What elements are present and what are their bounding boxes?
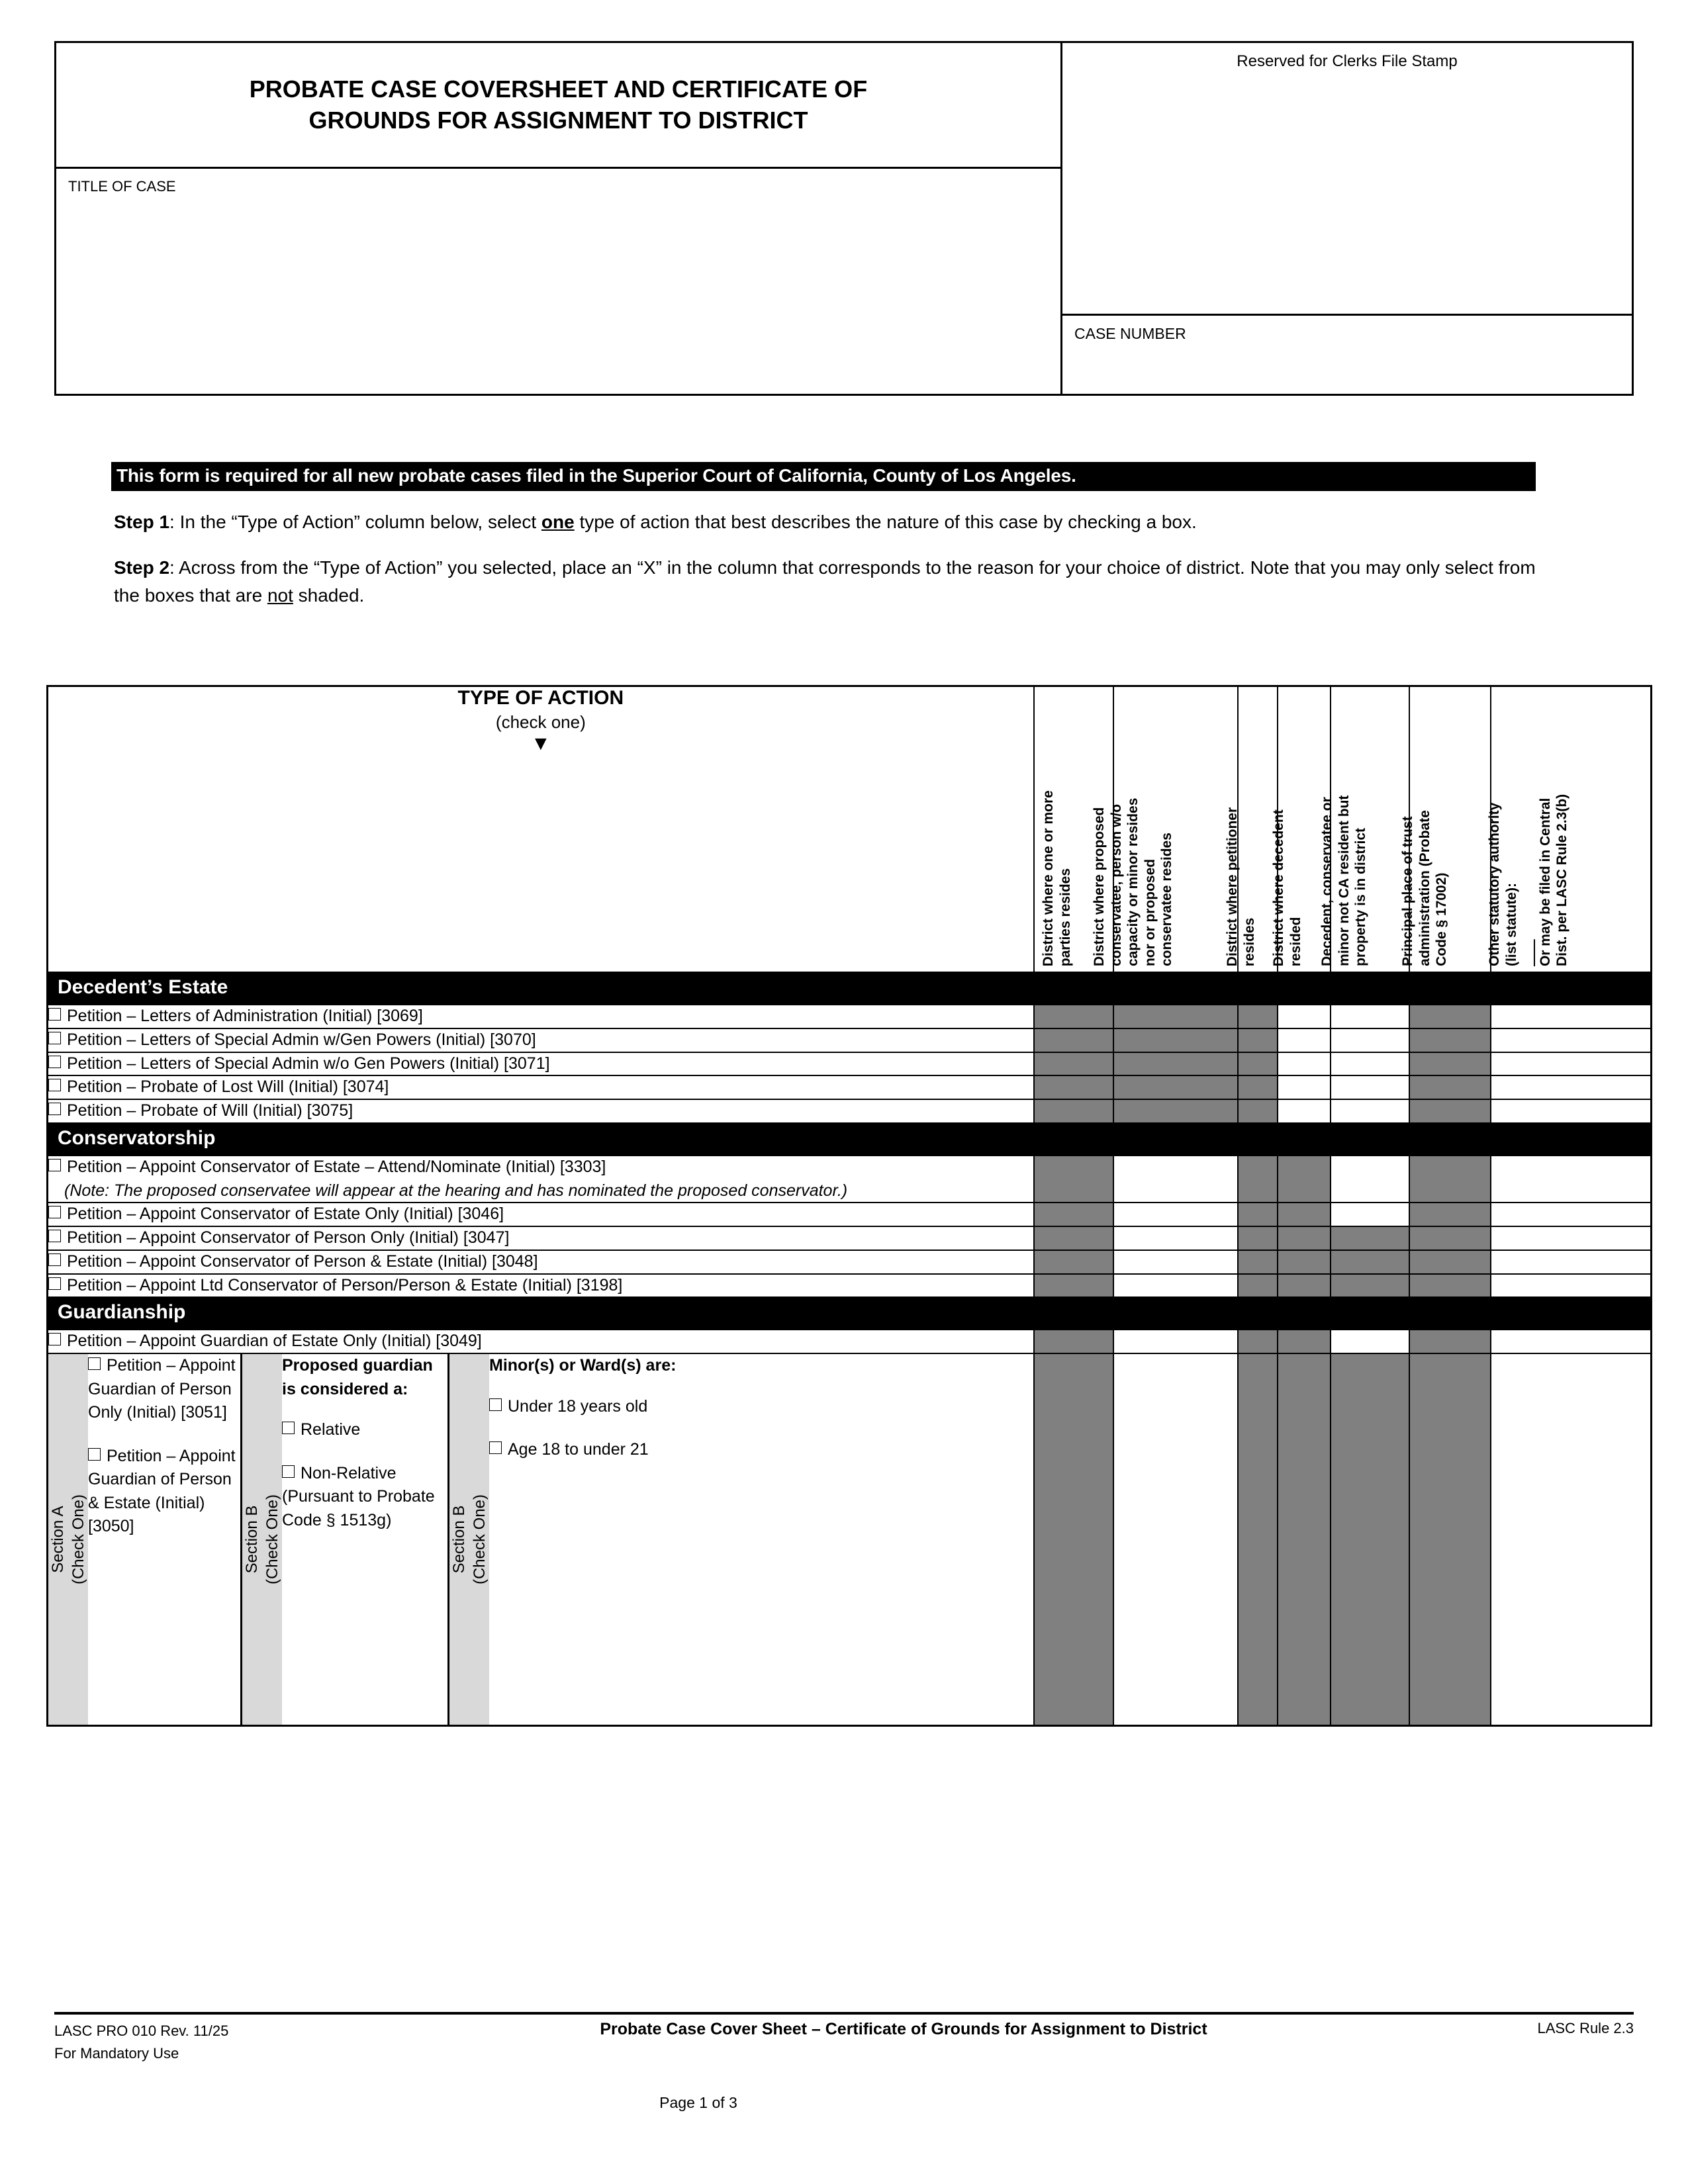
action-checkbox-cell[interactable] — [48, 1075, 1034, 1099]
header-line: (list statute): — [1503, 794, 1537, 966]
step-2-text-b: shaded. — [293, 585, 365, 606]
action-checkbox-cell[interactable] — [48, 1052, 1034, 1076]
grid-cell-col2[interactable] — [1113, 1250, 1238, 1274]
action-label: Petition – Appoint Conservator of Person Only (Initial) [3047] — [67, 1228, 510, 1247]
header-line: resides — [1241, 917, 1257, 966]
header-line: minor not CA resident but — [1336, 795, 1352, 966]
grid-cell-col4 — [1278, 1156, 1331, 1203]
grid-cell-col7[interactable] — [1491, 1052, 1651, 1076]
caption-block — [54, 41, 1634, 396]
grid-cell-col4[interactable] — [1278, 1028, 1331, 1052]
section-a-item-1[interactable] — [88, 1354, 240, 1425]
header-line: administration (Probate — [1417, 810, 1432, 966]
grid-cell-col5[interactable] — [1331, 1075, 1409, 1099]
action-checkbox-cell[interactable] — [48, 1226, 1034, 1250]
action-checkbox-cell[interactable] — [48, 1274, 1034, 1298]
section-b1-strip-text — [242, 1494, 283, 1584]
section-a-checkbox-2[interactable] — [88, 1448, 101, 1461]
action-label: Petition – Appoint Conservator of Person & Estate (Initial) [3048] — [67, 1251, 538, 1271]
header-line: District where petitioner — [1224, 807, 1240, 966]
section-b1-heading: Proposed guardian is considered a: — [282, 1356, 433, 1398]
action-label: Petition – Letters of Administration (Initial) [3069] — [67, 1007, 423, 1025]
action-checkbox[interactable] — [48, 1056, 61, 1068]
grid-cell-col4 — [1278, 1250, 1331, 1274]
instructions — [114, 508, 1537, 627]
grid-cell-col3 — [1238, 1250, 1277, 1274]
table-row — [48, 1226, 1652, 1250]
section-a-options — [88, 1354, 242, 1725]
action-checkbox[interactable] — [48, 1008, 61, 1021]
section-b2-item-1[interactable] — [489, 1395, 1033, 1419]
grid-cell-col5[interactable] — [1331, 1052, 1409, 1076]
section-b2-item-2[interactable] — [489, 1438, 1033, 1462]
guardianship-grid-cell-col2[interactable] — [1113, 1353, 1238, 1726]
down-arrow-icon: ▼ — [530, 733, 551, 754]
required-notice-banner: This form is required for all new probate cases filed in the Superior Court of California, County of Los Angeles. — [111, 462, 1536, 491]
type-of-action-header — [48, 686, 1034, 973]
guardianship-composite-row — [48, 1353, 1652, 1726]
grid-cell-col7[interactable] — [1491, 1005, 1651, 1028]
grid-cell-col1 — [1034, 1274, 1114, 1298]
header-line: Principal place of trust — [1399, 816, 1415, 966]
action-checkbox-cell[interactable] — [48, 1250, 1034, 1274]
action-label: Petition – Appoint Conservator of Estate Only (Initial) [3046] — [67, 1205, 504, 1224]
grid-cell-col6 — [1409, 1156, 1491, 1203]
grid-cell-col6 — [1409, 1330, 1491, 1353]
grid-cell-col2 — [1113, 1099, 1238, 1123]
section-heading-1: Decedent’s Estate — [48, 972, 1652, 1005]
grid-column-header-text — [1399, 810, 1450, 966]
header-line: resided — [1288, 917, 1303, 966]
header-line: property is in district — [1353, 828, 1369, 966]
section-b2-checkbox-1[interactable] — [489, 1398, 502, 1411]
clerk-file-stamp-box — [1062, 43, 1632, 316]
grid-cell-col1 — [1034, 1005, 1114, 1028]
section-b1-strip — [242, 1354, 283, 1725]
action-checkbox-cell[interactable] — [48, 1330, 1034, 1353]
action-checkbox[interactable] — [48, 1333, 61, 1345]
grid-cell-col3 — [1238, 1099, 1277, 1123]
step-1-text-a: : In the “Type of Action” column below, select — [169, 512, 541, 532]
grid-cell-col2[interactable] — [1113, 1156, 1238, 1203]
table-row — [48, 1203, 1652, 1226]
header-line: capacity or minor resides — [1125, 797, 1141, 966]
grid-cell-col5[interactable] — [1331, 1203, 1409, 1226]
guardianship-grid-cell-col5 — [1331, 1353, 1409, 1726]
grid-column-header-7 — [1487, 686, 1651, 973]
section-b2-strip — [449, 1354, 490, 1725]
caption-left-column — [56, 43, 1062, 394]
table-row — [48, 1028, 1652, 1052]
grid-cell-col4 — [1278, 1330, 1331, 1353]
step-1-label: Step 1 — [114, 512, 170, 532]
grid-cell-col2[interactable] — [1113, 1274, 1238, 1298]
section-a-strip-line1: Section A — [48, 1506, 67, 1573]
grid-column-header-6 — [1399, 686, 1491, 973]
grid-cell-col5[interactable] — [1331, 1099, 1409, 1123]
grid-cell-col3 — [1238, 1075, 1277, 1099]
section-heading-2: Conservatorship — [48, 1123, 1652, 1156]
guardianship-grid-cell-col4 — [1278, 1353, 1331, 1726]
grid-cell-col3 — [1238, 1156, 1277, 1203]
grid-cell-col1 — [1034, 1099, 1114, 1123]
grid-cell-col2 — [1113, 1028, 1238, 1052]
grid-cell-col2[interactable] — [1113, 1226, 1238, 1250]
grid-cell-col6 — [1409, 1226, 1491, 1250]
action-checkbox[interactable] — [48, 1253, 61, 1266]
header-line: District where decedent — [1270, 809, 1286, 966]
caption-right-column — [1062, 43, 1632, 394]
step-2-instruction — [114, 554, 1537, 610]
header-line: Or may be filed in Central — [1537, 797, 1553, 966]
section-b2-heading: Minor(s) or Ward(s) are: — [489, 1356, 677, 1375]
table-row — [48, 1075, 1652, 1099]
grid-cell-col6 — [1409, 1203, 1491, 1226]
type-of-action-title: TYPE OF ACTION — [457, 687, 624, 709]
grid-cell-col6 — [1409, 1052, 1491, 1076]
grid-cell-col5[interactable] — [1331, 1005, 1409, 1028]
grid-column-header-text — [1486, 794, 1571, 966]
section-b1-label-1: Relative — [301, 1420, 361, 1439]
table-row — [48, 1099, 1652, 1123]
action-checkbox-cell[interactable] — [48, 1203, 1034, 1226]
section-a-item-2[interactable] — [88, 1445, 240, 1539]
grid-cell-col7[interactable] — [1491, 1028, 1651, 1052]
header-line: Dist. per LASC Rule 2.3(b) — [1554, 794, 1570, 966]
grid-cell-col1 — [1034, 1226, 1114, 1250]
grid-cell-col2 — [1113, 1075, 1238, 1099]
page-footer — [54, 2020, 1634, 2112]
grid-cell-col7[interactable] — [1491, 1099, 1651, 1123]
grid-cell-col7[interactable] — [1491, 1274, 1651, 1298]
header-line: Code § 17002) — [1433, 872, 1449, 966]
section-b1-strip-line1: Section B — [242, 1505, 261, 1574]
grid-cell-col3 — [1238, 1028, 1277, 1052]
grid-cell-col7[interactable] — [1491, 1330, 1651, 1353]
grid-cell-col5[interactable] — [1331, 1330, 1409, 1353]
footer-left — [54, 2020, 451, 2065]
grid-cell-col2 — [1113, 1052, 1238, 1076]
section-heading-row — [48, 972, 1652, 1005]
action-checkbox-cell[interactable] — [48, 1099, 1034, 1123]
action-checkbox[interactable] — [48, 1277, 61, 1290]
guardianship-grid-cell-col7[interactable] — [1491, 1353, 1651, 1726]
grid-cell-col4 — [1278, 1226, 1331, 1250]
section-a-label-1: Petition – Appoint Guardian of Person Only (Initial) [3051] — [88, 1356, 236, 1422]
footer-center-title: Probate Case Cover Sheet – Certificate of Grounds for Assignment to District — [600, 2020, 1207, 2038]
grid-cell-col7[interactable] — [1491, 1226, 1651, 1250]
grid-cell-col2[interactable] — [1113, 1330, 1238, 1353]
grid-column-header-2 — [1092, 686, 1238, 973]
grid-cell-col6 — [1409, 1250, 1491, 1274]
section-b1-options — [282, 1354, 449, 1725]
grid-cell-col3 — [1238, 1005, 1277, 1028]
section-a-strip — [48, 1354, 88, 1725]
section-heading-row — [48, 1297, 1652, 1330]
grid-cell-col2[interactable] — [1113, 1203, 1238, 1226]
grid-cell-col4[interactable] — [1278, 1005, 1331, 1028]
grid-cell-col2 — [1113, 1005, 1238, 1028]
grid-cell-col6 — [1409, 1099, 1491, 1123]
section-b2-strip-line2: (Check One) — [471, 1494, 489, 1585]
table-row — [48, 1156, 1652, 1203]
action-label: Petition – Probate of Lost Will (Initial) [3074] — [67, 1077, 389, 1097]
form-title-line2: GROUNDS FOR ASSIGNMENT TO DISTRICT — [308, 106, 808, 134]
step-1-emphasis: one — [541, 512, 575, 532]
grid-cell-col4 — [1278, 1203, 1331, 1226]
section-b1-strip-line2: (Check One) — [263, 1494, 281, 1585]
grid-cell-col1 — [1034, 1028, 1114, 1052]
header-line: nor or proposed — [1143, 858, 1158, 966]
title-of-case-field[interactable] — [56, 169, 1060, 394]
section-b1-label-2: Non-Relative (Pursuant to Probate Code § 1513g) — [282, 1463, 435, 1529]
action-note: (Note: The proposed conservatee will appear at the hearing and has nominated the proposed conservator.) — [64, 1181, 848, 1200]
footer-form-code: LASC PRO 010 Rev. 11/25 — [54, 2023, 229, 2039]
grid-cell-col1 — [1034, 1203, 1114, 1226]
section-heading-3: Guardianship — [48, 1297, 1652, 1330]
table-row — [48, 1274, 1652, 1298]
grid-cell-col5 — [1331, 1226, 1409, 1250]
header-line: Other statutory authority — [1487, 802, 1503, 966]
section-b1-checkbox-2[interactable] — [282, 1465, 295, 1478]
grid-column-header-text — [1319, 796, 1370, 966]
grid-cell-col4[interactable] — [1278, 1075, 1331, 1099]
step-1-text-b: type of action that best describes the nature of this case by checking a box. — [574, 512, 1197, 532]
section-b1-item-1[interactable] — [282, 1418, 447, 1442]
table-row — [48, 1005, 1652, 1028]
grid-column-header-5 — [1319, 686, 1409, 973]
type-of-action-grid — [46, 685, 1652, 1727]
action-checkbox-cell[interactable] — [48, 1028, 1034, 1052]
grid-cell-col1 — [1034, 1156, 1114, 1203]
footer-lasc-rule: LASC Rule 2.3 — [1537, 2020, 1634, 2036]
grid-cell-col6 — [1409, 1274, 1491, 1298]
header-line: conservatee, person w/o — [1108, 803, 1124, 966]
grid-cell-col5[interactable] — [1331, 1156, 1409, 1203]
grid-cell-col1 — [1034, 1052, 1114, 1076]
section-b2-strip-text — [449, 1494, 490, 1584]
header-line: Decedent, conservatee or — [1319, 797, 1335, 966]
grid-cell-col7[interactable] — [1491, 1203, 1651, 1226]
action-checkbox[interactable] — [48, 1032, 61, 1044]
guardianship-grid-cell-col6 — [1409, 1353, 1491, 1726]
grid-cell-col4 — [1278, 1274, 1331, 1298]
type-of-action-subtitle: (check one) — [495, 712, 586, 732]
grid-cell-col5 — [1331, 1274, 1409, 1298]
form-title — [56, 43, 1060, 169]
case-number-field[interactable] — [1062, 316, 1632, 394]
grid-column-header-text — [1224, 807, 1258, 966]
section-a-strip-text — [48, 1494, 89, 1584]
grid-cell-col3 — [1238, 1330, 1277, 1353]
grid-cell-col6 — [1409, 1005, 1491, 1028]
section-a-label-2: Petition – Appoint Guardian of Person & Estate (Initial) [3050] — [88, 1446, 236, 1535]
guardianship-subtable — [48, 1354, 1033, 1725]
action-label: Petition – Letters of Special Admin w/Gen Powers (Initial) [3070] — [67, 1030, 536, 1049]
section-heading-row — [48, 1123, 1652, 1156]
guardianship-grid-cell-col1 — [1034, 1353, 1114, 1726]
grid-cell-col5[interactable] — [1331, 1028, 1409, 1052]
footer-mandatory-use: For Mandatory Use — [54, 2045, 179, 2062]
action-checkbox[interactable] — [48, 1230, 61, 1242]
grid-cell-col6 — [1409, 1075, 1491, 1099]
action-checkbox[interactable] — [48, 1159, 61, 1171]
grid-header-row — [48, 686, 1652, 973]
header-line: parties resides — [1057, 868, 1073, 966]
grid-cell-col3 — [1238, 1052, 1277, 1076]
grid-column-header-text — [1091, 798, 1176, 966]
step-2-text-a: : Across from the “Type of Action” you selected, place an “X” in the column that corresponds to the reason for your choice of district. Note that you may only select from the boxes that are — [114, 557, 1536, 606]
action-checkbox[interactable] — [48, 1103, 61, 1115]
grid-cell-col7[interactable] — [1491, 1075, 1651, 1099]
action-label: Petition – Appoint Guardian of Estate Only (Initial) [3049] — [67, 1332, 482, 1351]
table-row — [48, 1330, 1652, 1353]
section-a-checkbox-1[interactable] — [88, 1357, 101, 1370]
section-b2-strip-line1: Section B — [449, 1505, 468, 1574]
action-label: Petition – Appoint Conservator of Estate – Attend/Nominate (Initial) [3303] — [67, 1157, 606, 1176]
step-2-emphasis: not — [267, 585, 293, 606]
footer-page-number: Page 1 of 3 — [659, 2094, 737, 2112]
section-b2-options — [489, 1354, 1033, 1725]
header-line: District where proposed — [1092, 807, 1107, 966]
grid-cell-col5 — [1331, 1250, 1409, 1274]
title-of-case-label: TITLE OF CASE — [68, 178, 176, 195]
grid-cell-col1 — [1034, 1330, 1114, 1353]
action-label: Petition – Letters of Special Admin w/o Gen Powers (Initial) [3071] — [67, 1054, 550, 1073]
section-b1-item-2[interactable] — [282, 1462, 447, 1533]
grid-column-header-text — [1270, 809, 1304, 966]
footer-divider — [54, 2012, 1634, 2015]
statute-blank[interactable] — [1520, 794, 1537, 966]
grid-cell-col4[interactable] — [1278, 1052, 1331, 1076]
grid-cell-col7[interactable] — [1491, 1156, 1651, 1203]
section-b2-checkbox-2[interactable] — [489, 1441, 502, 1454]
grid-column-header-text — [1040, 790, 1074, 966]
table-row — [48, 1052, 1652, 1076]
action-label: Petition – Probate of Will (Initial) [3075] — [67, 1101, 353, 1120]
step-2-label: Step 2 — [114, 557, 170, 578]
form-title-line1: PROBATE CASE COVERSHEET AND CERTIFICATE OF — [249, 75, 868, 103]
guardianship-grid-cell-col3 — [1238, 1353, 1277, 1726]
clerk-file-stamp-label: Reserved for Clerks File Stamp — [1237, 52, 1458, 70]
section-b1-checkbox-1[interactable] — [282, 1422, 295, 1434]
header-line: District where one or more — [1040, 790, 1056, 966]
section-b2-label-2: Age 18 to under 21 — [508, 1440, 649, 1459]
grid-cell-col7[interactable] — [1491, 1250, 1651, 1274]
grid-cell-col3 — [1238, 1226, 1277, 1250]
grid-cell-col3 — [1238, 1203, 1277, 1226]
grid-cell-col6 — [1409, 1028, 1491, 1052]
action-checkbox[interactable] — [48, 1206, 61, 1218]
case-number-label: CASE NUMBER — [1074, 325, 1186, 342]
grid-cell-col3 — [1238, 1274, 1277, 1298]
grid-cell-col4[interactable] — [1278, 1099, 1331, 1123]
guardianship-sections-cell — [48, 1353, 1034, 1726]
header-line: conservatee resides — [1159, 833, 1175, 966]
table-row — [48, 1250, 1652, 1274]
step-1-instruction — [114, 508, 1537, 537]
action-checkbox[interactable] — [48, 1079, 61, 1091]
action-checkbox-cell[interactable] — [48, 1005, 1034, 1028]
section-b2-label-1: Under 18 years old — [508, 1396, 648, 1416]
action-label: Petition – Appoint Ltd Conservator of Person/Person & Estate (Initial) [3198] — [67, 1275, 623, 1295]
grid-cell-col1 — [1034, 1075, 1114, 1099]
section-a-strip-line2: (Check One) — [70, 1494, 87, 1585]
grid-cell-col1 — [1034, 1250, 1114, 1274]
action-checkbox-cell[interactable] — [48, 1156, 1034, 1203]
